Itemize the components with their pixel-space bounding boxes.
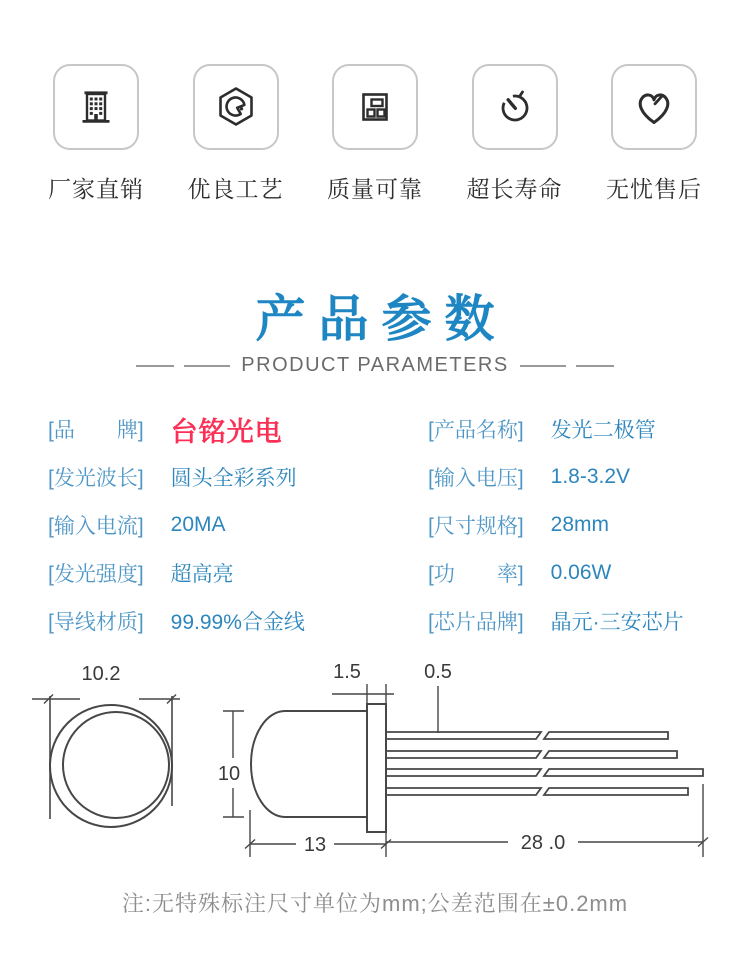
param-value: 0.06W xyxy=(550,561,612,584)
param-row xyxy=(48,405,375,453)
feature-label: 优良工艺 xyxy=(187,176,284,202)
param-value: 99.99%合金线 xyxy=(170,611,305,634)
flange-width-dimension xyxy=(332,684,394,704)
section-header xyxy=(0,292,750,377)
icon-card xyxy=(611,64,697,150)
timer-icon xyxy=(491,83,539,131)
dimension-flange-width: 1.5 xyxy=(333,661,361,683)
feature-after-sales xyxy=(606,64,702,204)
icon-card xyxy=(332,64,418,150)
param-label: [尺寸规格] xyxy=(428,515,524,538)
feature-factory-direct xyxy=(48,64,144,204)
param-value: 发光二极管 xyxy=(550,419,656,442)
feature-long-life xyxy=(466,64,563,204)
feature-quality xyxy=(327,64,423,204)
param-row xyxy=(428,597,702,645)
param-row xyxy=(48,501,375,549)
heart-icon xyxy=(630,83,678,131)
param-row xyxy=(428,501,702,549)
parameters-column-left xyxy=(48,405,375,645)
dimension-body-length: 13 xyxy=(303,834,327,856)
icon-card xyxy=(193,64,279,150)
section-subtitle: PRODUCT PARAMETERS xyxy=(241,354,509,376)
param-row xyxy=(48,597,375,645)
led-dimension-diagram xyxy=(0,654,750,879)
craftsmanship-icon xyxy=(212,83,260,131)
front-view xyxy=(50,696,172,827)
note-text: 注:无特殊标注尺寸单位为mm;公差范围在±0.2mm xyxy=(121,891,629,916)
icon-card xyxy=(53,64,139,150)
param-value: 1.8-3.2V xyxy=(550,465,631,488)
param-row xyxy=(428,405,702,453)
param-label: [输入电压] xyxy=(428,467,524,490)
parameters-column-right xyxy=(375,405,702,645)
dimension-lead-length: 28 .0 xyxy=(520,832,566,854)
dimension-front-diameter: 10.2 xyxy=(81,663,121,685)
param-row xyxy=(428,453,702,501)
feature-label: 超长寿命 xyxy=(466,176,563,202)
param-label: [芯片品牌] xyxy=(428,611,524,634)
dimension-body-height: 10 xyxy=(217,763,241,785)
feature-row xyxy=(0,0,750,204)
feature-label: 无忧售后 xyxy=(606,176,702,202)
param-value-brand: 台铭光电 xyxy=(170,416,283,447)
param-row xyxy=(48,549,375,597)
param-label: [发光强度] xyxy=(48,563,144,586)
divider-line xyxy=(184,365,230,367)
divider-line xyxy=(576,365,614,367)
param-row xyxy=(428,549,702,597)
param-value: 20MA xyxy=(170,513,226,536)
feature-label: 厂家直销 xyxy=(48,176,144,202)
param-value: 28mm xyxy=(550,513,610,536)
param-label: [产品名称] xyxy=(428,419,524,442)
param-value: 圆头全彩系列 xyxy=(170,467,297,490)
param-label: [导线材质] xyxy=(48,611,144,634)
param-row xyxy=(48,453,375,501)
divider-line xyxy=(520,365,566,367)
icon-card xyxy=(472,64,558,150)
building-icon xyxy=(72,83,120,131)
param-label: [发光波长] xyxy=(48,467,144,490)
led-body xyxy=(251,704,386,832)
section-subtitle-row xyxy=(0,354,750,377)
parameters-table xyxy=(0,405,750,645)
dimension-pin-thickness: 0.5 xyxy=(424,661,452,683)
param-label: [品 牌] xyxy=(48,419,144,442)
section-title: 产品参数 xyxy=(255,291,508,347)
technical-drawing xyxy=(0,654,750,879)
quality-icon xyxy=(351,83,399,131)
lead-pins xyxy=(386,732,703,795)
param-label: [功 率] xyxy=(428,563,524,586)
param-value: 超高亮 xyxy=(170,563,234,586)
param-value: 晶元·三安芯片 xyxy=(550,611,684,634)
feature-label: 质量可靠 xyxy=(327,176,423,202)
front-diameter-dimension xyxy=(32,695,180,704)
param-label: [输入电流] xyxy=(48,515,144,538)
feature-craftsmanship xyxy=(187,64,284,204)
divider-line xyxy=(136,365,174,367)
